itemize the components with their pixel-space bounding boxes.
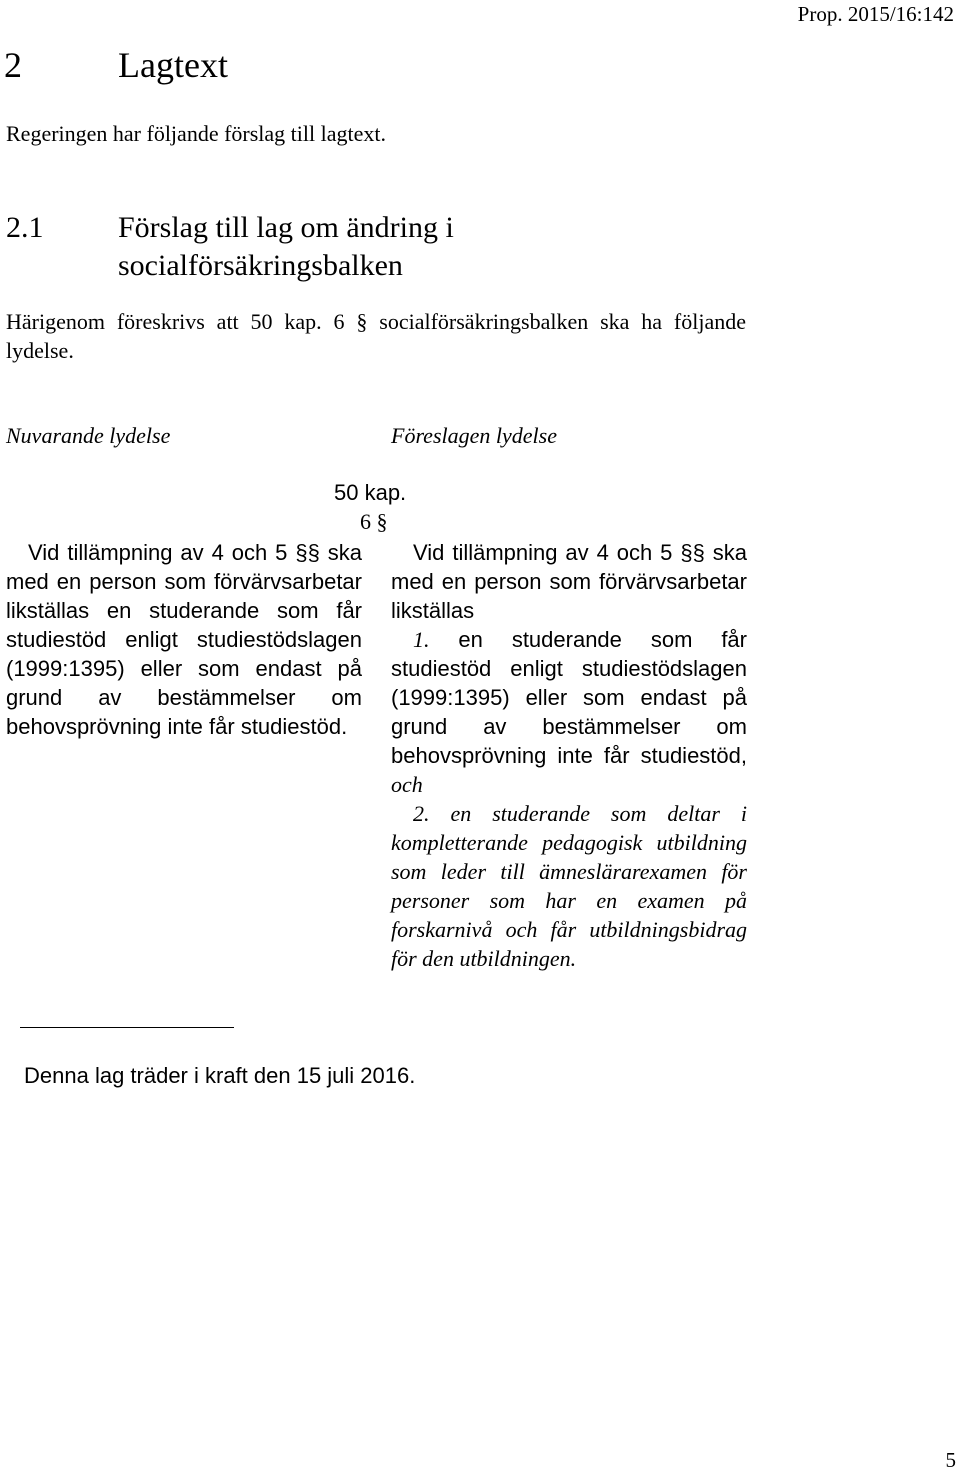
chapter-title: Lagtext bbox=[118, 45, 228, 85]
entry-into-force-text: Denna lag träder i kraft den 15 juli 2016. bbox=[24, 1063, 416, 1088]
item-2-number: 2. bbox=[413, 801, 430, 826]
item-1-number: 1. bbox=[413, 627, 430, 652]
current-wording-heading: Nuvarande lydelse bbox=[6, 423, 171, 448]
section-title: Förslag till lag om ändring i socialförsäkringsbalken bbox=[118, 211, 454, 282]
document-reference: Prop. 2015/16:142 bbox=[797, 2, 954, 26]
proposed-wording-text bbox=[391, 538, 747, 973]
proposed-item-2 bbox=[391, 799, 747, 973]
current-paragraph: Vid tillämpning av 4 och 5 §§ ska med en person som förvärvsarbetar likställas en studerande som får studiestöd enligt studiestödslagen (1999:1395) eller som endast på grund av bestämmelser om behovsprövning inte får studiestöd. bbox=[6, 540, 362, 739]
chapter-reference: 50 kap. bbox=[334, 480, 407, 505]
proposed-wording-heading: Föreslagen lydelse bbox=[391, 423, 557, 448]
current-wording-text bbox=[6, 538, 362, 741]
item-1-conjunction: och bbox=[391, 772, 423, 797]
item-1-text: en studerande som får studiestöd enligt studiestödslagen (1999:1395) eller som endast på grund av bestämmelser om behovsprövning inte får studiestöd, bbox=[391, 627, 747, 768]
chapter-number: 2 bbox=[4, 45, 22, 85]
lead-paragraph: Härigenom föreskrivs att 50 kap. 6 § socialförsäkringsbalken ska ha följande lydelse. bbox=[6, 309, 746, 363]
intro-text: Regeringen har följande förslag till lagtext. bbox=[6, 121, 386, 146]
footnote-divider bbox=[20, 1027, 234, 1028]
item-2-text: en studerande som deltar i kompletterande pedagogisk utbildning som leder till ämneslärarexamen för personer som har en examen på forskarnivå och får utbildningsbidrag för den utbildningen. bbox=[391, 801, 747, 971]
proposed-item-1 bbox=[391, 625, 747, 799]
paragraph-reference: 6 § bbox=[360, 509, 388, 534]
chapter-heading bbox=[4, 44, 228, 86]
proposed-intro: Vid tillämpning av 4 och 5 §§ ska med en person som förvärvsarbetar likställas bbox=[391, 540, 747, 623]
page-number: 5 bbox=[945, 1448, 956, 1472]
section-number: 2.1 bbox=[6, 211, 44, 244]
